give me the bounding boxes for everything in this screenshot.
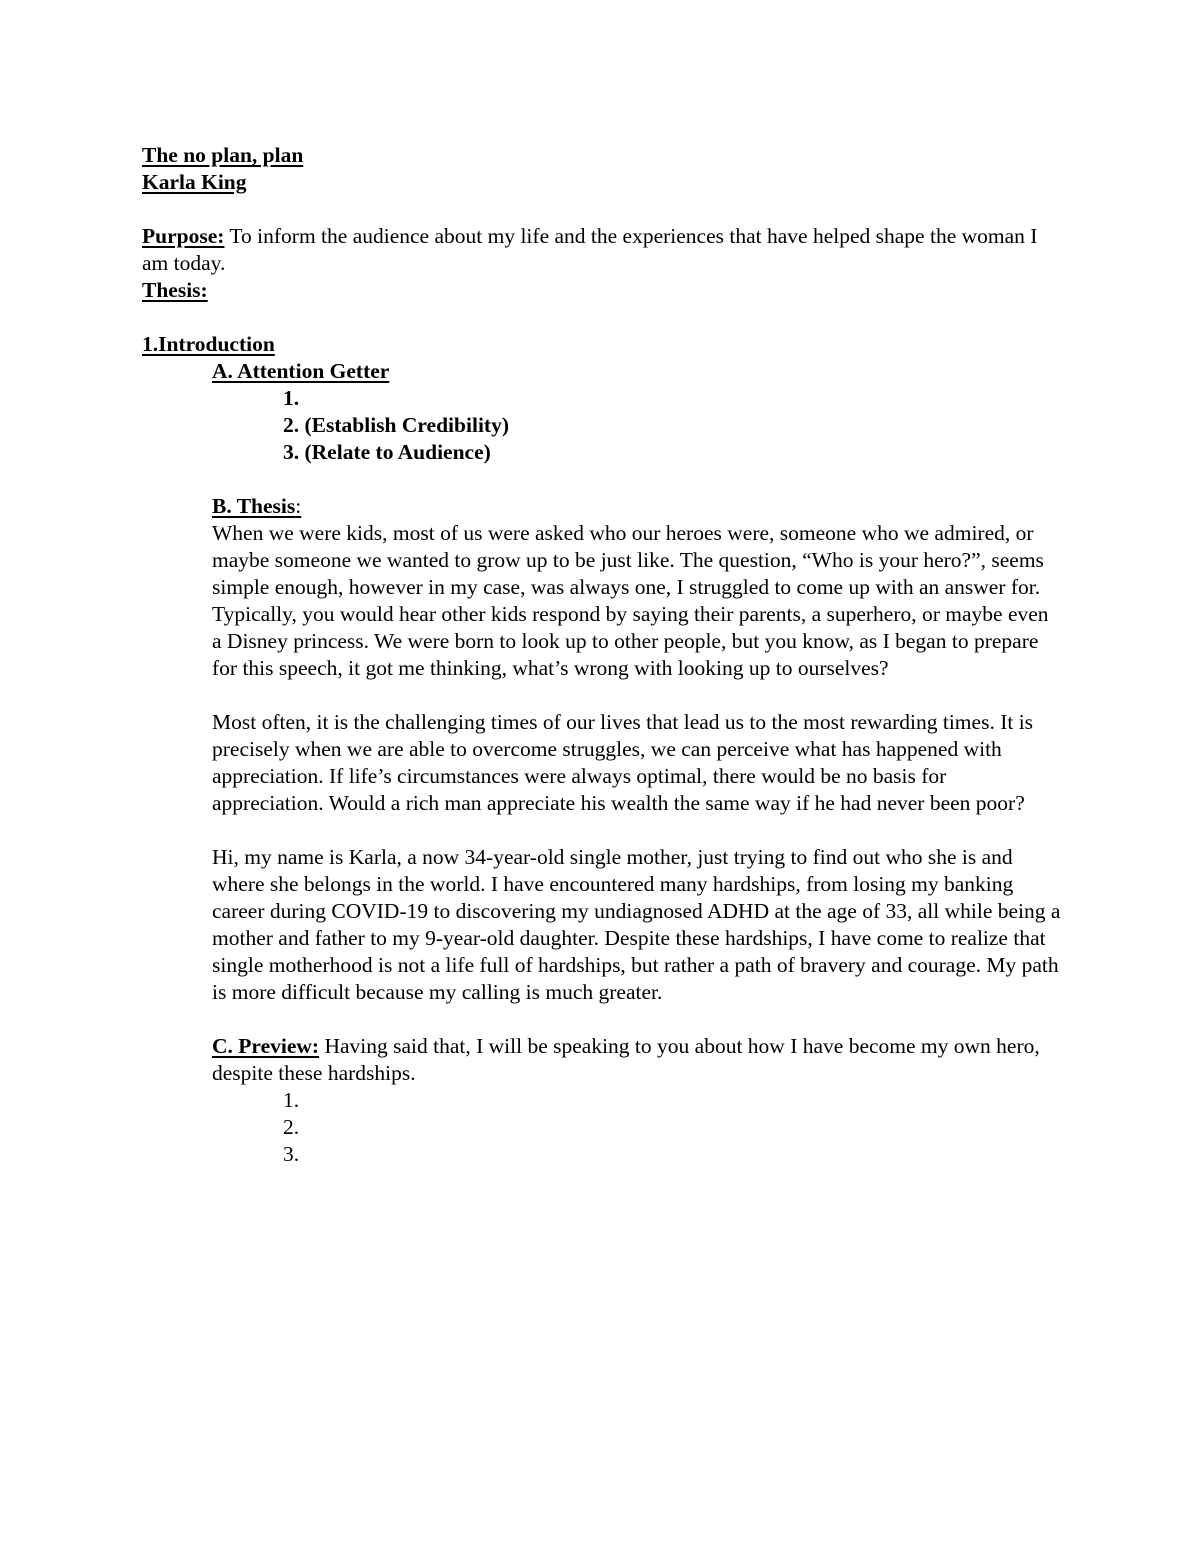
paragraph-challenging-times: Most often, it is the challenging times of our lives that lead us to the most rewarding times. It is precisely when we are able to overcome struggles, we can perceive what has happened with appreciation. If life’s circumstances were always optimal, there would be no basis for appreciation. Would a rich man appreciate his wealth the same way if he had never been poor? — [212, 710, 1034, 815]
preview-label: C. Preview: — [212, 1034, 320, 1058]
thesis-label: B. Thesis — [212, 494, 296, 518]
preview-text: Having said that, I will be speaking to you about how I have become my own hero, despite these hardships. — [212, 1034, 1040, 1085]
attention-getter-heading: A. Attention Getter — [212, 359, 390, 383]
spacer — [142, 466, 1062, 493]
preview-item-3: 3. — [283, 1142, 300, 1166]
attention-getter-item-2: 2. (Establish Credibility) — [283, 413, 509, 437]
spacer — [142, 1006, 1062, 1033]
attention-getter-item-1: 1. — [283, 386, 300, 410]
preview-paragraph — [212, 1033, 1062, 1087]
thesis-subheading — [212, 493, 1062, 520]
preview-item-1: 1. — [283, 1088, 300, 1112]
spacer — [142, 196, 1062, 223]
document-title: The no plan, plan — [142, 143, 304, 167]
spacer — [142, 817, 1062, 844]
attention-getter-item-3: 3. (Relate to Audience) — [283, 440, 491, 464]
paragraph-introduction-karla: Hi, my name is Karla, a now 34-year-old single mother, just trying to find out who she is and where she belongs in the world. I have encountered many hardships, from losing my banking career during COVID-19 to discovering my undiagnosed ADHD at the age of 33, all while being a mother and father to my 9-year-old daughter. Despite these hardships, I have come to realize that single motherhood is not a life full of hardships, but rather a path of bravery and courage. My path is more difficult because my calling is much greater. — [212, 845, 1061, 1004]
section-introduction: 1.Introduction — [142, 332, 275, 356]
spacer — [142, 304, 1062, 331]
paragraph-heroes: When we were kids, most of us were asked who our heroes were, someone who we admired, or maybe someone we wanted to grow up to be just like. The question, “Who is your hero?”, seems simple enough, however in my case, was always one, I struggled to come up with an answer for. Typically, you would hear other kids respond by saying their parents, a superhero, or maybe even a Disney princess. We were born to look up to other people, but you know, as I began to prepare for this speech, it got me thinking, what’s wrong with looking up to ourselves? — [212, 521, 1049, 680]
document-author: Karla King — [142, 170, 247, 194]
purpose-label: Purpose: — [142, 224, 225, 248]
thesis-colon: : — [295, 494, 302, 518]
purpose-line — [142, 223, 1062, 277]
preview-item-2: 2. — [283, 1115, 300, 1139]
thesis-heading: Thesis: — [142, 278, 208, 302]
document-body — [142, 142, 1062, 1168]
purpose-text: To inform the audience about my life and the experiences that have helped shape the woman I am today. — [142, 224, 1038, 275]
spacer — [142, 682, 1062, 709]
